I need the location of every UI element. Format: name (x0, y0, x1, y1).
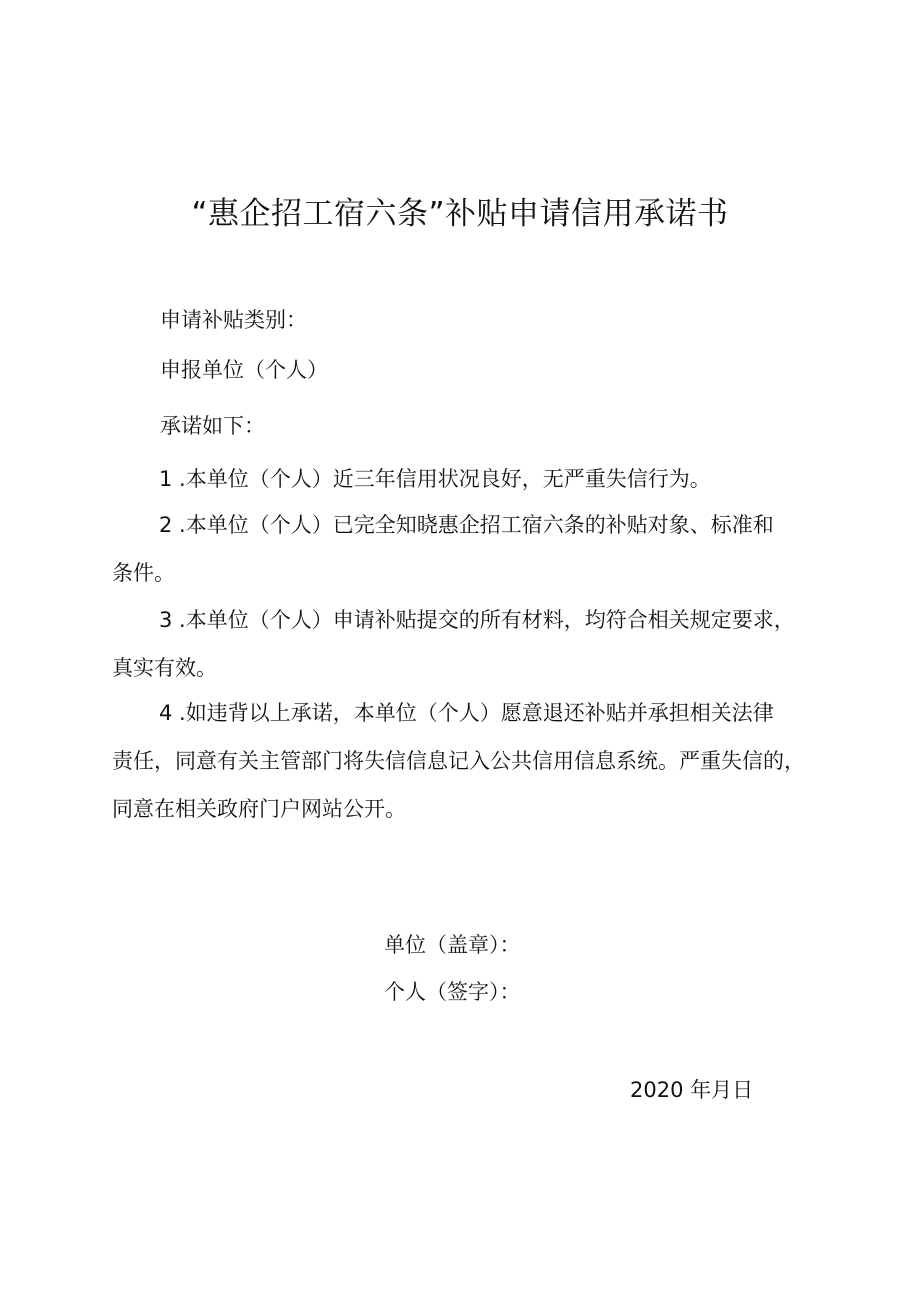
pledge-item-4-line-3: 同意在相关政府门户网站公开。 (112, 797, 406, 821)
pledge-item-3-line-1: 3 .本单位（个人）申请补贴提交的所有材料，均符合相关规定要求， (159, 608, 795, 632)
pledge-item-4 (112, 689, 832, 833)
applicant-label: 申报单位（个人） (160, 358, 328, 382)
pledge-item-1 (112, 455, 832, 503)
pledge-item-1-line-1: 1 .本单位（个人）近三年信用状况良好，无严重失信行为。 (159, 467, 711, 491)
document-title: “惠企招工宿六条”补贴申请信用承诺书 (191, 196, 729, 232)
unit-seal-label: 单位（盖章）： (384, 933, 521, 957)
pledge-item-2-line-2: 条件。 (112, 561, 175, 585)
document-date: 2020 年月日 (630, 1078, 754, 1102)
pledge-item-2-line-1: 2 .本单位（个人）已完全知晓惠企招工宿六条的补贴对象、标准和 (159, 513, 774, 537)
individual-sign-label: 个人（签字）： (384, 980, 521, 1004)
pledge-item-3 (112, 596, 832, 692)
subsidy-category-label: 申请补贴类别： (160, 308, 307, 332)
pledge-intro: 承诺如下： (160, 414, 265, 438)
pledge-item-3-line-2: 真实有效。 (112, 656, 217, 680)
pledge-item-4-line-2: 责任，同意有关主管部门将失信信息记入公共信用信息系统。严重失信的， (112, 749, 805, 773)
pledge-item-2 (112, 501, 832, 597)
pledge-item-4-line-1: 4 .如违背以上承诺，本单位（个人）愿意退还补贴并承担相关法律 (159, 701, 774, 725)
